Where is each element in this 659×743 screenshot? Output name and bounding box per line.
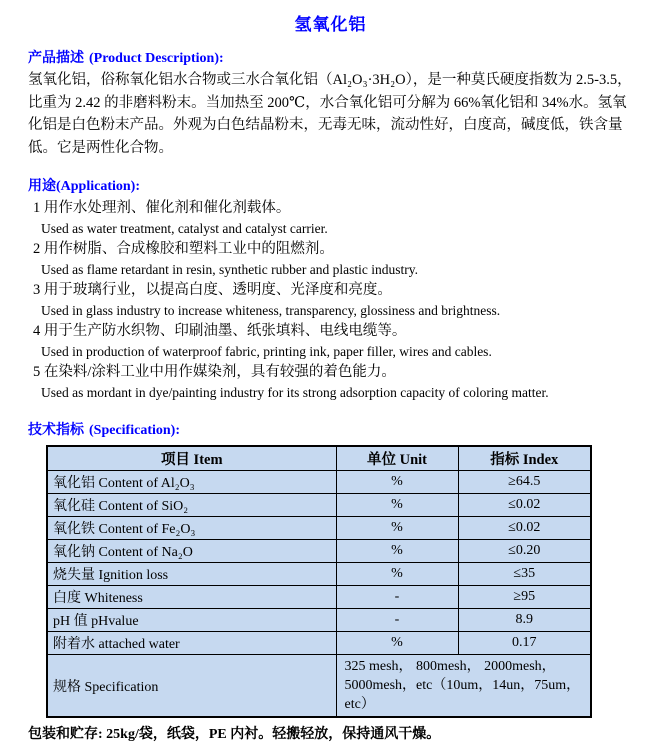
- spec-unit: %: [336, 563, 458, 586]
- table-header-row: [47, 446, 591, 471]
- table-row: [47, 609, 591, 632]
- col-header-item: 项目 Item: [47, 446, 336, 471]
- spec-unit: -: [336, 609, 458, 632]
- application-item-en: Used as flame retardant in resin, synthetic rubber and plastic industry.: [41, 261, 419, 277]
- spec-index: 8.9: [458, 609, 591, 632]
- spec-index: ≤0.02: [458, 517, 591, 540]
- spec-index: ≤0.02: [458, 494, 591, 517]
- spec-unit: %: [336, 471, 458, 494]
- spec-item: 氧化铝 Content of Al₂O₃: [47, 471, 336, 494]
- application-item-zh: 2 用作树脂、合成橡胶和塑料工业中的阻燃剂。: [33, 241, 334, 257]
- specification-table: [46, 445, 592, 718]
- application-item-zh: 4 用于生产防水织物、印刷油墨、纸张填料、电线电缆等。: [33, 323, 407, 339]
- spec-item: 氧化钠 Content of Na₂O: [47, 540, 336, 563]
- table-row: [47, 632, 591, 655]
- spec-index: ≤35: [458, 563, 591, 586]
- application-heading-en: (Application):: [56, 179, 140, 194]
- description-text: 氢氧化铝，俗称氧化铝水合物或三水合氧化铝（Al₂O₃·3H₂O），是一种莫氏硬度指数为 2.5-3.5，比重为 2.42 的非磨料粉末。当加热至 200℃，水合氧化铝可分解为 66%氧化铝和 34%水。氢氧化铝是白色粉末产品。外观为白色结晶粉末，无毒无味，流动性好，白度高，碱度低，铁含量低。它是两性化合物。: [28, 72, 632, 156]
- specification-heading-en: (Specification):: [89, 423, 180, 438]
- spec-unit: %: [336, 517, 458, 540]
- spec-unit: %: [336, 494, 458, 517]
- application-item-en: Used in production of waterproof fabric, printing ink, paper filler, wires and cables.: [41, 343, 492, 359]
- table-row: [47, 540, 591, 563]
- spec-item: 白度 Whiteness: [47, 586, 336, 609]
- table-row-specification: [47, 655, 591, 718]
- packaging-storage-note: 包装和贮存: 25kg/袋，纸袋，PE 内衬。轻搬轻放，保持通风干燥。: [28, 727, 441, 742]
- application-item-en: Used as water treatment, catalyst and catalyst carrier.: [41, 220, 328, 236]
- spec-item: 规格 Specification: [47, 655, 336, 718]
- application-list: [28, 198, 633, 403]
- application-item-zh: 1 用作水处理剂、催化剂和催化剂载体。: [33, 200, 291, 216]
- spec-item: 氧化硅 Content of SiO₂: [47, 494, 336, 517]
- description-heading: [28, 47, 633, 67]
- specification-heading-zh: 技术指标: [28, 423, 84, 438]
- spec-unit: %: [336, 632, 458, 655]
- table-row: [47, 471, 591, 494]
- table-row: [47, 586, 591, 609]
- spec-item: pH 值 pHvalue: [47, 609, 336, 632]
- table-row: [47, 494, 591, 517]
- table-row: [47, 563, 591, 586]
- col-header-index: 指标 Index: [458, 446, 591, 471]
- col-header-unit: 单位 Unit: [336, 446, 458, 471]
- application-item-zh: 3 用于玻璃行业，以提高白度、透明度、光泽度和亮度。: [33, 282, 392, 298]
- spec-item: 烧失量 Ignition loss: [47, 563, 336, 586]
- spec-index: ≤0.20: [458, 540, 591, 563]
- spec-index: ≥95: [458, 586, 591, 609]
- spec-sizes-value: 325 mesh， 800mesh， 2000mesh， 5000mesh，etc（10um，14un，75um，etc）: [336, 655, 591, 718]
- spec-index: 0.17: [458, 632, 591, 655]
- application-heading-zh: 用途: [28, 179, 56, 194]
- application-heading: [28, 175, 633, 195]
- description-heading-en: (Product Description):: [89, 51, 224, 66]
- spec-index: ≥64.5: [458, 471, 591, 494]
- table-row: [47, 517, 591, 540]
- page-title: 氢氧化铝: [294, 15, 367, 34]
- spec-item: 氧化铁 Content of Fe₂O₃: [47, 517, 336, 540]
- specification-heading: [28, 419, 633, 439]
- spec-unit: %: [336, 540, 458, 563]
- application-item-en: Used in glass industry to increase whiteness, transparency, glossiness and brightness.: [41, 302, 501, 318]
- spec-unit: -: [336, 586, 458, 609]
- application-item-zh: 5 在染料/涂料工业中用作媒染剂，具有较强的着色能力。: [33, 364, 396, 380]
- spec-item: 附着水 attached water: [47, 632, 336, 655]
- application-item-en: Used as mordant in dye/painting industry for its strong adsorption capacity of coloring matter.: [41, 384, 549, 400]
- description-heading-zh: 产品描述: [28, 51, 84, 66]
